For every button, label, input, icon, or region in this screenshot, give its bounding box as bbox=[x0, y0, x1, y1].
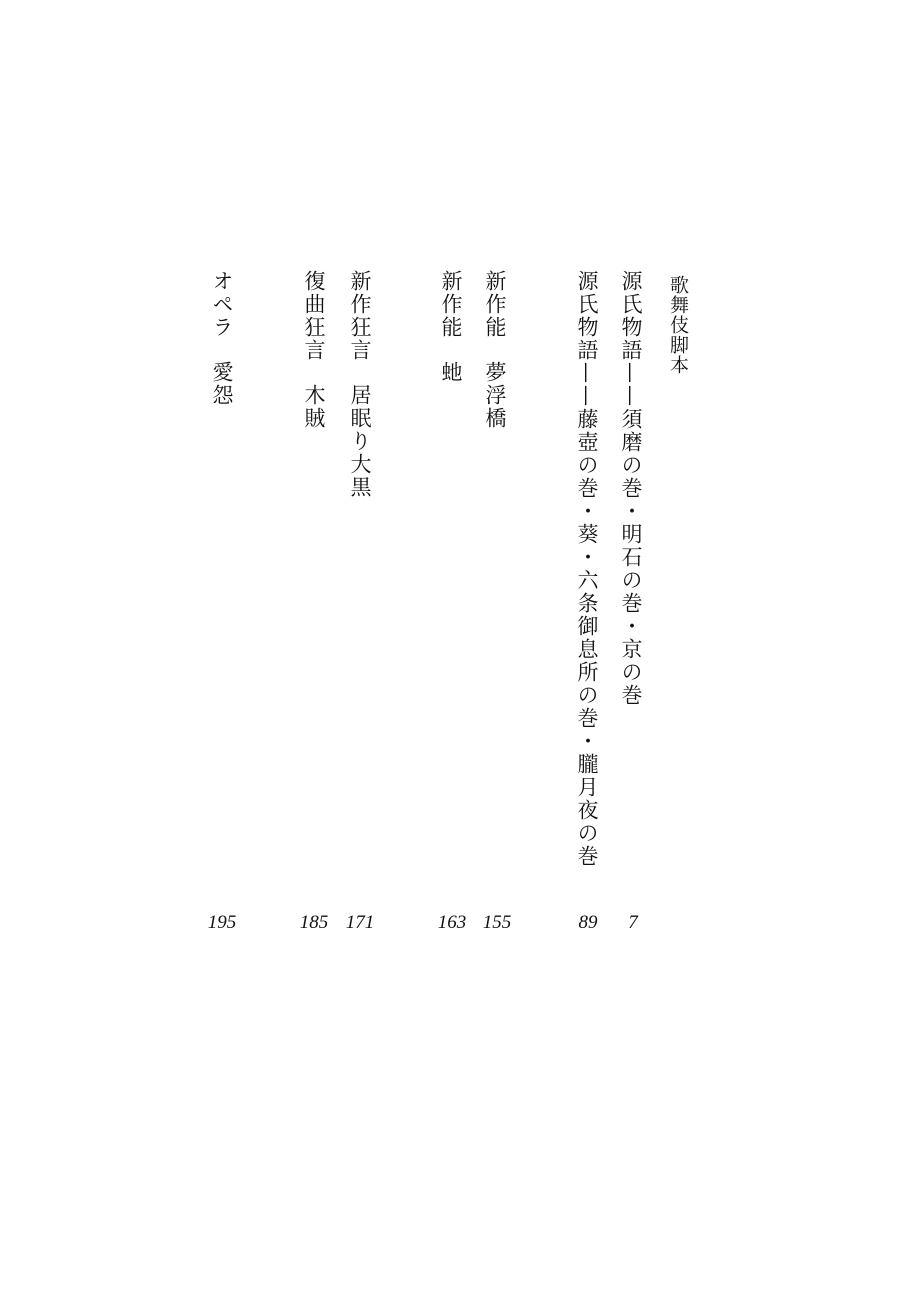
entry-title: 虵 bbox=[439, 361, 463, 384]
entry-title: ——須磨の巻・明石の巻・京の巻 bbox=[619, 362, 643, 707]
toc-entry-6 bbox=[303, 270, 324, 430]
page-number: 7 bbox=[628, 912, 638, 933]
entry-genre: 新作能 bbox=[439, 270, 463, 339]
entry-genre: 新作狂言 bbox=[348, 270, 372, 362]
toc-entry-4 bbox=[440, 270, 461, 384]
page-number: 185 bbox=[299, 912, 329, 933]
entry-title: 愛怨 bbox=[210, 361, 234, 407]
entry-title: 夢浮橋 bbox=[483, 361, 507, 430]
entry-genre: 源氏物語 bbox=[575, 270, 599, 362]
entry-genre: オペラ bbox=[210, 270, 234, 339]
entry-title: ——藤壺の巻・葵・六条御息所の巻・朧月夜の巻 bbox=[575, 362, 599, 868]
entry-genre: 新作能 bbox=[483, 270, 507, 339]
toc-entry-1 bbox=[620, 270, 641, 707]
toc-entry-7 bbox=[211, 270, 232, 407]
page-number: 195 bbox=[207, 912, 237, 933]
page-number: 155 bbox=[482, 912, 512, 933]
page-number: 171 bbox=[345, 912, 375, 933]
entry-title: 木賊 bbox=[302, 384, 326, 430]
page-number: 163 bbox=[437, 912, 467, 933]
entry-title: 居眠り大黒 bbox=[348, 384, 372, 499]
page-number: 89 bbox=[578, 912, 598, 933]
toc-entry-5 bbox=[349, 270, 370, 499]
toc-entry-2 bbox=[576, 270, 597, 868]
section-heading: 歌舞伎脚本 bbox=[667, 275, 689, 375]
entry-genre: 源氏物語 bbox=[619, 270, 643, 362]
toc-entry-3 bbox=[484, 270, 505, 430]
entry-genre: 復曲狂言 bbox=[302, 270, 326, 362]
